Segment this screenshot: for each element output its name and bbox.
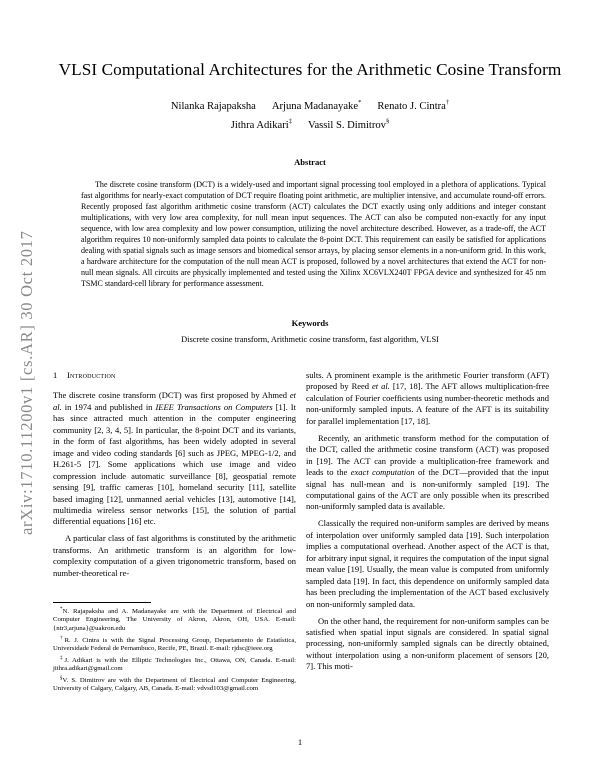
footnote-rule bbox=[53, 602, 151, 603]
section-title: Introduction bbox=[67, 370, 116, 380]
arxiv-identifier-stamp: arXiv:1710.11200v1 [cs.AR] 30 Oct 2017 bbox=[17, 230, 36, 536]
keywords-heading: Keywords bbox=[291, 318, 329, 328]
author-name: Vassil S. Dimitrov bbox=[307, 120, 386, 131]
author-name: Nilanka Rajapaksha bbox=[170, 101, 256, 112]
keywords-list: Discrete cosine transform, Arithmetic cosine transform, fast algorithm, VLSI bbox=[181, 335, 439, 344]
body-paragraph: A particular class of fast algorithms is constituted by the arithmetic transforms. An arithmetic transform is an algorithm for low-complexity computation of a given trigonometric transform, based on number-theoretical re- bbox=[53, 533, 296, 578]
paper-title: VLSI Computational Architectures for the Arithmetic Cosine Transform bbox=[58, 60, 562, 79]
page-number: 1 bbox=[297, 737, 303, 747]
author-line-2 bbox=[60, 114, 560, 133]
author-line-1 bbox=[60, 95, 560, 114]
abstract-body: The discrete cosine transform (DCT) is a widely-used and important signal processing tool employed in a plethora of applications. Typical fast algorithms for nearly-exact computation of DCT require floating point arithmetic, are multiplier intensive, and accumulate round-off errors. Recently proposed fast algorithm arithmetic cosine transform (ACT) calculates the DCT exactly using only additions and integer constant multiplications, with very low area complexity, for null mean input sequences. The ACT can also be computed non-exactly for any input sequence, with low area complexity and low power consumption, utilizing the novel architecture described. However, as a trade-off, the ACT algorithm requires 10 non-uniformly sampled data points to calculate the 8-point DCT. This requirement can easily be satisfied for applications dealing with spatial signals such as image sensors and biomedical sensor arrays, by placing sensor elements in a non-uniform grid. In this work, a hardware architecture for the computation of the null mean ACT is proposed, followed by a novel architectures that extend the ACT for non-null mean signals. All circuits are physically implemented and tested using the Xilinx XC6VLX240T FPGA device and synthesized for 45 nm TSMC standard-cell library for performance assessment. bbox=[81, 180, 546, 289]
abstract-heading: Abstract bbox=[294, 157, 326, 167]
body-paragraph: Classically the required non-uniform samples are derived by means of interpolation over uniformly sampled data [19]. Such interpolation implies a computational overhead. Another aspect of the ACT is that, for arbitrary input signal, it requires the computation of the input signal mean value [19]. Usually, the mean value is computed from uniformly sampled data [19]. In fact, this dependence on uniformly sampled data has been precluding the implementation of the ACT based exclusively on non-uniformly sampled data. bbox=[306, 518, 549, 609]
section-number: 1 bbox=[53, 370, 58, 380]
left-column bbox=[53, 370, 296, 585]
footnote: †R. J. Cintra is with the Signal Processing Group, Departamento de Estatística, Universidade Federal de Pernambuco, Recife, PE, Brazil. E-mail: rjdsc@ieee.org bbox=[53, 635, 297, 652]
section-heading bbox=[53, 370, 296, 381]
body-paragraph: On the other hand, the requirement for non-uniform samples can be satisfied when spatial input signals are considered. In spatial signal processing, non-uniformly sampled signals can be directly obtained, without interpolation using a non-uniform placement of sensors [20, 7]. This moti- bbox=[306, 615, 549, 672]
footnote: §V. S. Dimitrov are with the Department of Electrical and Computer Engineering, University of Calgary, Calgary, AB, Canada. E-mail: vdvsd103@gmail.com bbox=[53, 675, 296, 693]
author-footnote-mark: § bbox=[385, 118, 390, 125]
right-column bbox=[306, 370, 549, 678]
author-name: Jithra Adikari bbox=[230, 120, 289, 131]
footnotes bbox=[53, 606, 296, 695]
body-paragraph: sults. A prominent example is the arithmetic Fourier transform (AFT) proposed by Reed et al. [17, 18]. The AFT allows multiplication-free calculation of Fourier coefficients using number-theoretic methods and non-uniformly sampled inputs. A feature of the AFT is its suitability for parallel implementation [17, 18]. bbox=[306, 370, 549, 426]
author-name: Renato J. Cintra bbox=[377, 101, 446, 112]
body-paragraph: The discrete cosine transform (DCT) was first proposed by Ahmed et al. in 1974 and published in IEEE Transactions on Computers [1]. It has since attracted much attention in the computer engineering community [2, 3, 4, 5]. In particular, the 8-point DCT and its variants, in the form of fast algorithms, has been widely adopted in several image and video coding standards [6] such as JPEG, MPEG-1/2, and H.261-5 [7]. Some applications which use image and video compression include automatic surveillance [8], geospatial remote sensing [9], traffic cameras [10], homeland security [11], satellite based imaging [12], unmanned aerial vehicles [13], automotive [14], multimedia wireless sensor networks [15], the solution of partial differential equations [16] etc. bbox=[53, 390, 296, 527]
footnote: ‡J. Adikari is with the Elliptic Technologies Inc., Ottawa, ON, Canada. E-mail: jithra.adikari@gmail.com bbox=[53, 655, 297, 673]
author-name: Arjuna Madanayake bbox=[271, 101, 359, 112]
author-list bbox=[60, 95, 560, 133]
author-footnote-mark: ‡ bbox=[288, 118, 292, 125]
author-footnote-mark: * bbox=[358, 99, 362, 106]
body-paragraph: Recently, an arithmetic transform method for the computation of the DCT, called the arithmetic cosine transform (ACT) was proposed in [19]. The ACT can provide a multiplication-free framework and leads to the exact computation of the DCT—provided that the input signal has null-mean and is non-uniformly sampled [19]. The computational gains of the ACT are only possible when its prescribed non-uniformly sampled data is available. bbox=[306, 432, 549, 512]
footnote: *N. Rajapaksha and A. Madanayake are with the Department of Electrical and Computer Engineering, The University of Akron, Akron, OH, USA. E-mail: {ntr3,arjuna}@uakron.edu bbox=[53, 607, 296, 632]
author-footnote-mark: † bbox=[445, 99, 450, 106]
